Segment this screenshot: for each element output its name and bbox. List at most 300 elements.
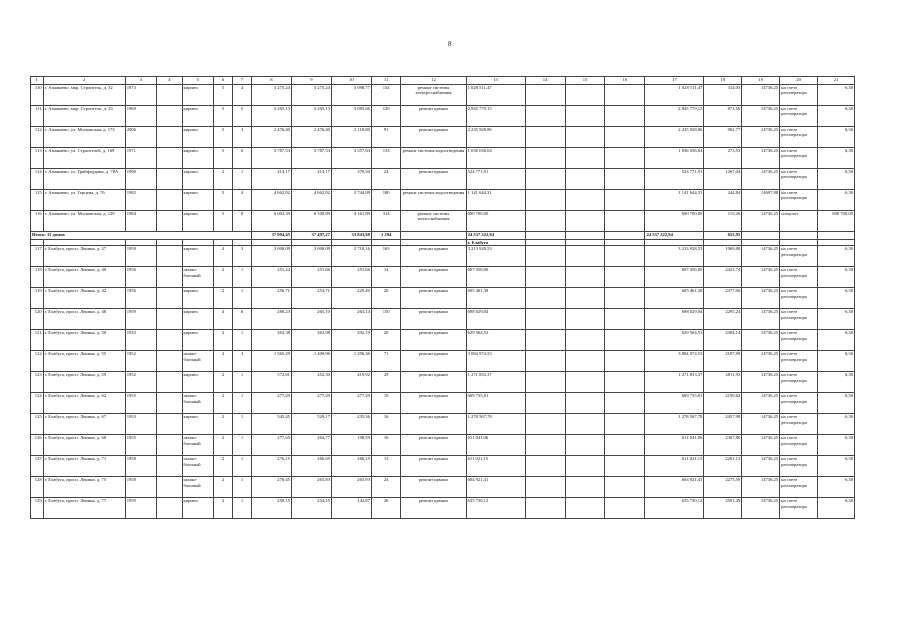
- material-cell: кирпич: [182, 309, 214, 330]
- area-cell: 266,19: [331, 456, 371, 477]
- unit-cost-cell: 314,03: [704, 85, 742, 106]
- total-cost-cell: 2 235 928,86: [645, 127, 704, 148]
- limit-cell: 14736,25: [742, 477, 780, 498]
- area-total-cell: 4 662,82: [251, 190, 291, 211]
- total-cost-cell: 604 921,41: [645, 477, 704, 498]
- floors-cell: 2: [214, 477, 233, 498]
- table-row: [31, 498, 855, 519]
- row-number: 118: [31, 267, 44, 288]
- limit-cell: 14736,25: [742, 148, 780, 169]
- table-cell: [565, 456, 605, 477]
- total-cost-cell: 698 029,04: [645, 309, 704, 330]
- table-cell: [565, 106, 605, 127]
- material-cell: шлако-блочный: [182, 456, 214, 477]
- year-cell: 1959: [125, 498, 157, 519]
- area-total-cell: 3 787,53: [251, 148, 291, 169]
- table-cell: [525, 211, 565, 232]
- table-row: [31, 267, 855, 288]
- term-cell: 6,30: [818, 246, 855, 267]
- material-cell: кирпич: [182, 127, 214, 148]
- material-cell: шлако-блочный: [182, 351, 214, 372]
- entrances-cell: 5: [233, 106, 252, 127]
- term-cell: 6,30: [818, 456, 855, 477]
- cost-cell: 1 271 833,37: [466, 372, 525, 393]
- row-number: 110: [31, 85, 44, 106]
- address-cell: г. Азнакаево, ул. Московская, д. 173: [43, 127, 125, 148]
- cost-cell: 3 084 974,53: [466, 351, 525, 372]
- term-cell: 6,30: [818, 267, 855, 288]
- area-cell: 198,59: [331, 435, 371, 456]
- row-number: 116: [31, 211, 44, 232]
- material-cell: шлако-блочный: [182, 477, 214, 498]
- area-cell: 277,29: [331, 393, 371, 414]
- work-type-cell: ремонт системы водоотведения: [401, 190, 466, 211]
- method-cell: на счете регоператора: [780, 288, 818, 309]
- method-cell: на счете регоператора: [780, 246, 818, 267]
- limit-cell: 14736,25: [742, 456, 780, 477]
- table-cell: [157, 393, 182, 414]
- year-cell: 1973: [125, 85, 157, 106]
- work-type-cell: ремонт крыши: [401, 456, 466, 477]
- total-cost-cell: 635 730,12: [645, 498, 704, 519]
- residents-cell: 14: [371, 267, 400, 288]
- residents-cell: 71: [371, 351, 400, 372]
- work-type-cell: ремонт крыши: [401, 414, 466, 435]
- year-cell: 1953: [125, 414, 157, 435]
- table-cell: [605, 372, 645, 393]
- total-cost: 24 537 222,94: [466, 232, 525, 240]
- residents-cell: 26: [371, 288, 400, 309]
- area-cell: 2 118,80: [331, 127, 371, 148]
- unit-cost-cell: 273,53: [704, 148, 742, 169]
- table-row: [31, 169, 855, 190]
- limit-cell: 14736,25: [742, 309, 780, 330]
- entrances-cell: 1: [233, 169, 252, 190]
- unit-cost-cell: 244,84: [704, 190, 742, 211]
- entrances-cell: 1: [233, 435, 252, 456]
- table-row: [31, 246, 855, 267]
- table-cell: [157, 414, 182, 435]
- total-cost-cell: 609 735,81: [645, 393, 704, 414]
- material-cell: шлако-блочный: [182, 393, 214, 414]
- column-number-cell: 15: [565, 77, 605, 85]
- floors-cell: 5: [214, 85, 233, 106]
- row-number: 125: [31, 414, 44, 435]
- table-cell: [605, 393, 645, 414]
- residents-cell: 91: [371, 127, 400, 148]
- entrances-cell: 1: [233, 498, 252, 519]
- area-cell: 4 161,89: [331, 211, 371, 232]
- table-cell: [525, 393, 565, 414]
- area-total-cell: 3 275,24: [251, 85, 291, 106]
- unit-cost-cell: 2199,62: [704, 393, 742, 414]
- table-cell: [157, 456, 182, 477]
- address-cell: г. Елабуга, просп. Ленина, д. 50: [43, 330, 125, 351]
- floors-cell: 2: [214, 393, 233, 414]
- column-number-cell: 7: [233, 77, 252, 85]
- table-row: [31, 414, 855, 435]
- table-row: [31, 477, 855, 498]
- term-cell: 6,30: [818, 477, 855, 498]
- floors-cell: 4: [214, 309, 233, 330]
- term-cell: 6,30: [818, 435, 855, 456]
- method-cell: на счете регоператора: [780, 190, 818, 211]
- table-cell: [605, 414, 645, 435]
- year-cell: 1955: [125, 393, 157, 414]
- material-cell: кирпич: [182, 148, 214, 169]
- work-type-cell: ремонт крыши: [401, 309, 466, 330]
- unit-cost-cell: 2291,13: [704, 456, 742, 477]
- entrances-cell: 4: [233, 190, 252, 211]
- work-type-cell: ремонт крыши: [401, 435, 466, 456]
- residents-cell: 165: [371, 246, 400, 267]
- table-cell: [565, 498, 605, 519]
- material-cell: кирпич: [182, 211, 214, 232]
- area-total-cell: 1 565,29: [251, 351, 291, 372]
- area-cell: 265,10: [291, 309, 331, 330]
- method-cell: на счете регоператора: [780, 330, 818, 351]
- term-cell: 6,30: [818, 148, 855, 169]
- work-type-cell: ремонт системы электроснабжения: [401, 85, 466, 106]
- table-cell: [605, 477, 645, 498]
- table-cell: [157, 169, 182, 190]
- area-cell: 3 098,77: [331, 85, 371, 106]
- entrances-cell: 1: [233, 372, 252, 393]
- material-cell: кирпич: [182, 330, 214, 351]
- area-total-cell: 572,81: [251, 372, 291, 393]
- limit-cell: 14736,25: [742, 267, 780, 288]
- column-number-cell: 6: [214, 77, 233, 85]
- residents-cell: 314: [371, 211, 400, 232]
- floors-cell: 2: [214, 435, 233, 456]
- floors-cell: 2: [214, 169, 233, 190]
- floors-cell: 2: [214, 267, 233, 288]
- table-cell: [157, 127, 182, 148]
- entrances-cell: 1: [233, 477, 252, 498]
- total-cost-cell: 2 845 779,15: [645, 106, 704, 127]
- area-cell: 419,92: [331, 372, 371, 393]
- residents-cell: 13: [371, 456, 400, 477]
- address-cell: г. Елабуга, просп. Ленина, д. 62: [43, 393, 125, 414]
- row-number: 128: [31, 477, 44, 498]
- address-cell: г. Елабуга, просп. Ленина, д. 40: [43, 267, 125, 288]
- table-cell: [157, 106, 182, 127]
- residents-cell: 24: [371, 169, 400, 190]
- area-total-cell: 263,38: [251, 330, 291, 351]
- column-number-row: [31, 77, 855, 85]
- method-cell: на счете регоператора: [780, 309, 818, 330]
- entrances-cell: 1: [233, 330, 252, 351]
- unit-cost-cell: 2187,99: [704, 351, 742, 372]
- row-number: 112: [31, 127, 44, 148]
- limit-cell: 14736,25: [742, 414, 780, 435]
- area-cell: 292,19: [331, 330, 371, 351]
- table-row: [31, 127, 855, 148]
- table-cell: [605, 211, 645, 232]
- total-cost-cell: 1 028 511,47: [645, 85, 704, 106]
- area-cell: 3 008,09: [291, 246, 331, 267]
- method-cell: на счете регоператора: [780, 169, 818, 190]
- residents-cell: 20: [371, 330, 400, 351]
- table-cell: [157, 148, 182, 169]
- method-cell: на счете регоператора: [780, 477, 818, 498]
- column-number-cell: 20: [780, 77, 818, 85]
- address-cell: г. Елабуга, просп. Ленина, д. 77: [43, 498, 125, 519]
- table-cell: [565, 477, 605, 498]
- total-cost-cell: 1 141 644,31: [645, 190, 704, 211]
- row-number: 119: [31, 288, 44, 309]
- table-cell: [605, 267, 645, 288]
- table-cell: [525, 351, 565, 372]
- table-cell: [565, 414, 605, 435]
- row-number: 114: [31, 169, 44, 190]
- area-cell: 6 100,89: [291, 211, 331, 232]
- method-cell: на счете регоператора: [780, 106, 818, 127]
- area-cell: 3 787,53: [291, 148, 331, 169]
- method-cell: на счете регоператора: [780, 372, 818, 393]
- cost-cell: 1 278 567,78: [466, 414, 525, 435]
- total-area: 37 994,45: [251, 232, 291, 240]
- floors-cell: 2: [214, 330, 233, 351]
- table-cell: [605, 148, 645, 169]
- work-type-cell: ремонт крыши: [401, 498, 466, 519]
- unit-cost-cell: 2421,74: [704, 267, 742, 288]
- area-total-cell: 545,45: [251, 414, 291, 435]
- column-number-cell: 16: [605, 77, 645, 85]
- year-cell: 1958: [125, 456, 157, 477]
- unit-cost-cell: 2501,49: [704, 498, 742, 519]
- area-cell: 2 718,16: [331, 246, 371, 267]
- table-cell: [401, 232, 466, 240]
- unit-cost-cell: 1267,04: [704, 169, 742, 190]
- method-cell: на счете регоператора: [780, 393, 818, 414]
- limit-cell: 14736,25: [742, 106, 780, 127]
- residents-cell: 180: [371, 190, 400, 211]
- table-cell: [157, 288, 182, 309]
- area-cell: 414,17: [291, 169, 331, 190]
- table-cell: [605, 232, 645, 240]
- address-cell: г. Елабуга, просп. Ленина, д. 59: [43, 372, 125, 393]
- table-cell: [565, 372, 605, 393]
- table-cell: [525, 232, 565, 240]
- term-cell: 6,30: [818, 288, 855, 309]
- entrances-cell: 1: [233, 288, 252, 309]
- table-row: [31, 435, 855, 456]
- area-total-cell: 277,65: [251, 435, 291, 456]
- table-row: [31, 456, 855, 477]
- column-number-cell: 5: [182, 77, 214, 85]
- table-cell: [565, 232, 605, 240]
- floors-cell: 2: [214, 288, 233, 309]
- total-cost-cell: 605 461,38: [645, 288, 704, 309]
- total-residents: 1 294: [371, 232, 400, 240]
- total-area: 37 497,27: [291, 232, 331, 240]
- entrances-cell: 1: [233, 267, 252, 288]
- table-cell: [525, 456, 565, 477]
- area-cell: 263,98: [291, 330, 331, 351]
- table-cell: [605, 106, 645, 127]
- total-cost: 24 537 222,94: [645, 232, 704, 240]
- method-cell: на счете регоператора: [780, 85, 818, 106]
- material-cell: кирпич: [182, 372, 214, 393]
- limit-cell: 14736,25: [742, 498, 780, 519]
- limit-cell: 14697,88: [742, 190, 780, 211]
- method-cell: на счете регоператора: [780, 267, 818, 288]
- material-cell: кирпич: [182, 288, 214, 309]
- term-cell: 6,30: [818, 190, 855, 211]
- total-cost-cell: 629 564,53: [645, 330, 704, 351]
- cost-cell: 2 845 779,15: [466, 106, 525, 127]
- area-total-cell: 6 002,39: [251, 211, 291, 232]
- limit-cell: 14736,25: [742, 351, 780, 372]
- table-row: [31, 372, 855, 393]
- term-cell: 690 700,00: [818, 211, 855, 232]
- work-type-cell: ремонт крыши: [401, 372, 466, 393]
- total-cost-cell: 1 036 036,04: [645, 148, 704, 169]
- area-cell: 251,66: [291, 267, 331, 288]
- work-type-cell: ремонт крыши: [401, 288, 466, 309]
- total-cost-cell: 1 278 567,78: [645, 414, 704, 435]
- work-type-cell: ремонт системы водоотведения: [401, 148, 466, 169]
- unit-cost-cell: 1069,88: [704, 246, 742, 267]
- table-cell: [565, 435, 605, 456]
- limit-cell: 14736,25: [742, 127, 780, 148]
- limit-cell: 14736,25: [742, 435, 780, 456]
- row-number: 120: [31, 309, 44, 330]
- table-cell: [565, 393, 605, 414]
- work-type-cell: ремонт крыши: [401, 393, 466, 414]
- table-cell: [525, 267, 565, 288]
- area-cell: 3 744,09: [331, 190, 371, 211]
- table-cell: [157, 372, 182, 393]
- table-cell: [605, 169, 645, 190]
- year-cell: 1952: [125, 351, 157, 372]
- column-number-cell: 4: [157, 77, 182, 85]
- area-total-cell: 258,15: [251, 498, 291, 519]
- floors-cell: 2: [214, 456, 233, 477]
- work-type-cell: ремонт крыши: [401, 246, 466, 267]
- table-cell: [157, 246, 182, 267]
- cost-cell: 629 564,53: [466, 330, 525, 351]
- material-cell: шлако-блочный: [182, 267, 214, 288]
- method-cell: на счете регоператора: [780, 148, 818, 169]
- entrances-cell: 4: [233, 85, 252, 106]
- year-cell: 1959: [125, 246, 157, 267]
- unit-cost-cell: 115,26: [704, 211, 742, 232]
- table-cell: [565, 148, 605, 169]
- area-total-cell: 2 476,40: [251, 127, 291, 148]
- table-cell: [525, 148, 565, 169]
- table-cell: [525, 127, 565, 148]
- row-number: 111: [31, 106, 44, 127]
- column-number-cell: 10: [331, 77, 371, 85]
- cost-cell: 698 029,04: [466, 309, 525, 330]
- column-number-cell: 2: [43, 77, 125, 85]
- term-cell: 6,30: [818, 85, 855, 106]
- floors-cell: 2: [214, 351, 233, 372]
- total-cost-cell: 3 213 928,53: [645, 246, 704, 267]
- floors-cell: 2: [214, 414, 233, 435]
- table-cell: [157, 309, 182, 330]
- table-cell: [525, 330, 565, 351]
- term-cell: 6,30: [818, 127, 855, 148]
- table-cell: [525, 85, 565, 106]
- cost-cell: 690 700,00: [466, 211, 525, 232]
- year-cell: 1984: [125, 211, 157, 232]
- table-cell: [525, 190, 565, 211]
- residents-cell: 150: [371, 309, 400, 330]
- entrances-cell: 3: [233, 127, 252, 148]
- table-row: [31, 85, 855, 106]
- unit-cost-cell: 2384,14: [704, 330, 742, 351]
- material-cell: кирпич: [182, 85, 214, 106]
- table-cell: [525, 435, 565, 456]
- year-cell: 1956: [125, 288, 157, 309]
- entrances-cell: 3: [233, 246, 252, 267]
- table-cell: [565, 169, 605, 190]
- table-cell: [605, 288, 645, 309]
- floors-cell: 5: [214, 211, 233, 232]
- area-total-cell: 414,17: [251, 169, 291, 190]
- term-cell: 6,30: [818, 414, 855, 435]
- address-cell: г. Азнакаево, мкр. Строитель, д. 32: [43, 85, 125, 106]
- row-number: 121: [31, 330, 44, 351]
- total-cost-cell: 611 021,15: [645, 456, 704, 477]
- table-cell: [525, 246, 565, 267]
- cost-cell: 607 356,00: [466, 267, 525, 288]
- residents-cell: 16: [371, 414, 400, 435]
- unit-cost-cell: 2457,98: [704, 414, 742, 435]
- table-cell: [157, 435, 182, 456]
- total-cost-cell: 524 771,91: [645, 169, 704, 190]
- city-label: г. Елабуга: [466, 240, 525, 246]
- table-cell: [605, 498, 645, 519]
- address-cell: г. Елабуга, просп. Ленина, д. 27: [43, 246, 125, 267]
- column-number-cell: 9: [291, 77, 331, 85]
- address-cell: г. Азнакаево, мкр. Строитель, д. 33: [43, 106, 125, 127]
- table-cell: [605, 309, 645, 330]
- table-cell: [525, 498, 565, 519]
- table-row: [31, 211, 855, 232]
- table-cell: [565, 85, 605, 106]
- page-number: 8: [448, 40, 452, 48]
- entrances-cell: 3: [233, 351, 252, 372]
- total-cost-cell: 611 041,06: [645, 435, 704, 456]
- table-cell: [525, 414, 565, 435]
- address-cell: г. Елабуга, просп. Ленина, д. 68: [43, 435, 125, 456]
- year-cell: 1956: [125, 267, 157, 288]
- limit-cell: 14736,25: [742, 393, 780, 414]
- area-cell: 265,83: [291, 477, 331, 498]
- term-cell: 6,30: [818, 498, 855, 519]
- entrances-cell: 1: [233, 414, 252, 435]
- total-label: Итого: 11 домов: [31, 232, 252, 240]
- entrances-cell: 6: [233, 309, 252, 330]
- address-cell: г. Елабуга, просп. Ленина, д. 75: [43, 477, 125, 498]
- term-cell: 6,30: [818, 169, 855, 190]
- year-cell: 1955: [125, 435, 157, 456]
- floors-cell: 2: [214, 372, 233, 393]
- table-row: [31, 393, 855, 414]
- unit-cost-cell: 2295,24: [704, 309, 742, 330]
- table-cell: [525, 106, 565, 127]
- floors-cell: 2: [214, 498, 233, 519]
- total-cost-cell: 690 700,00: [645, 211, 704, 232]
- column-number-cell: 19: [742, 77, 780, 85]
- term-cell: 6,30: [818, 106, 855, 127]
- area-total-cell: 251,24: [251, 267, 291, 288]
- table-row: [31, 288, 855, 309]
